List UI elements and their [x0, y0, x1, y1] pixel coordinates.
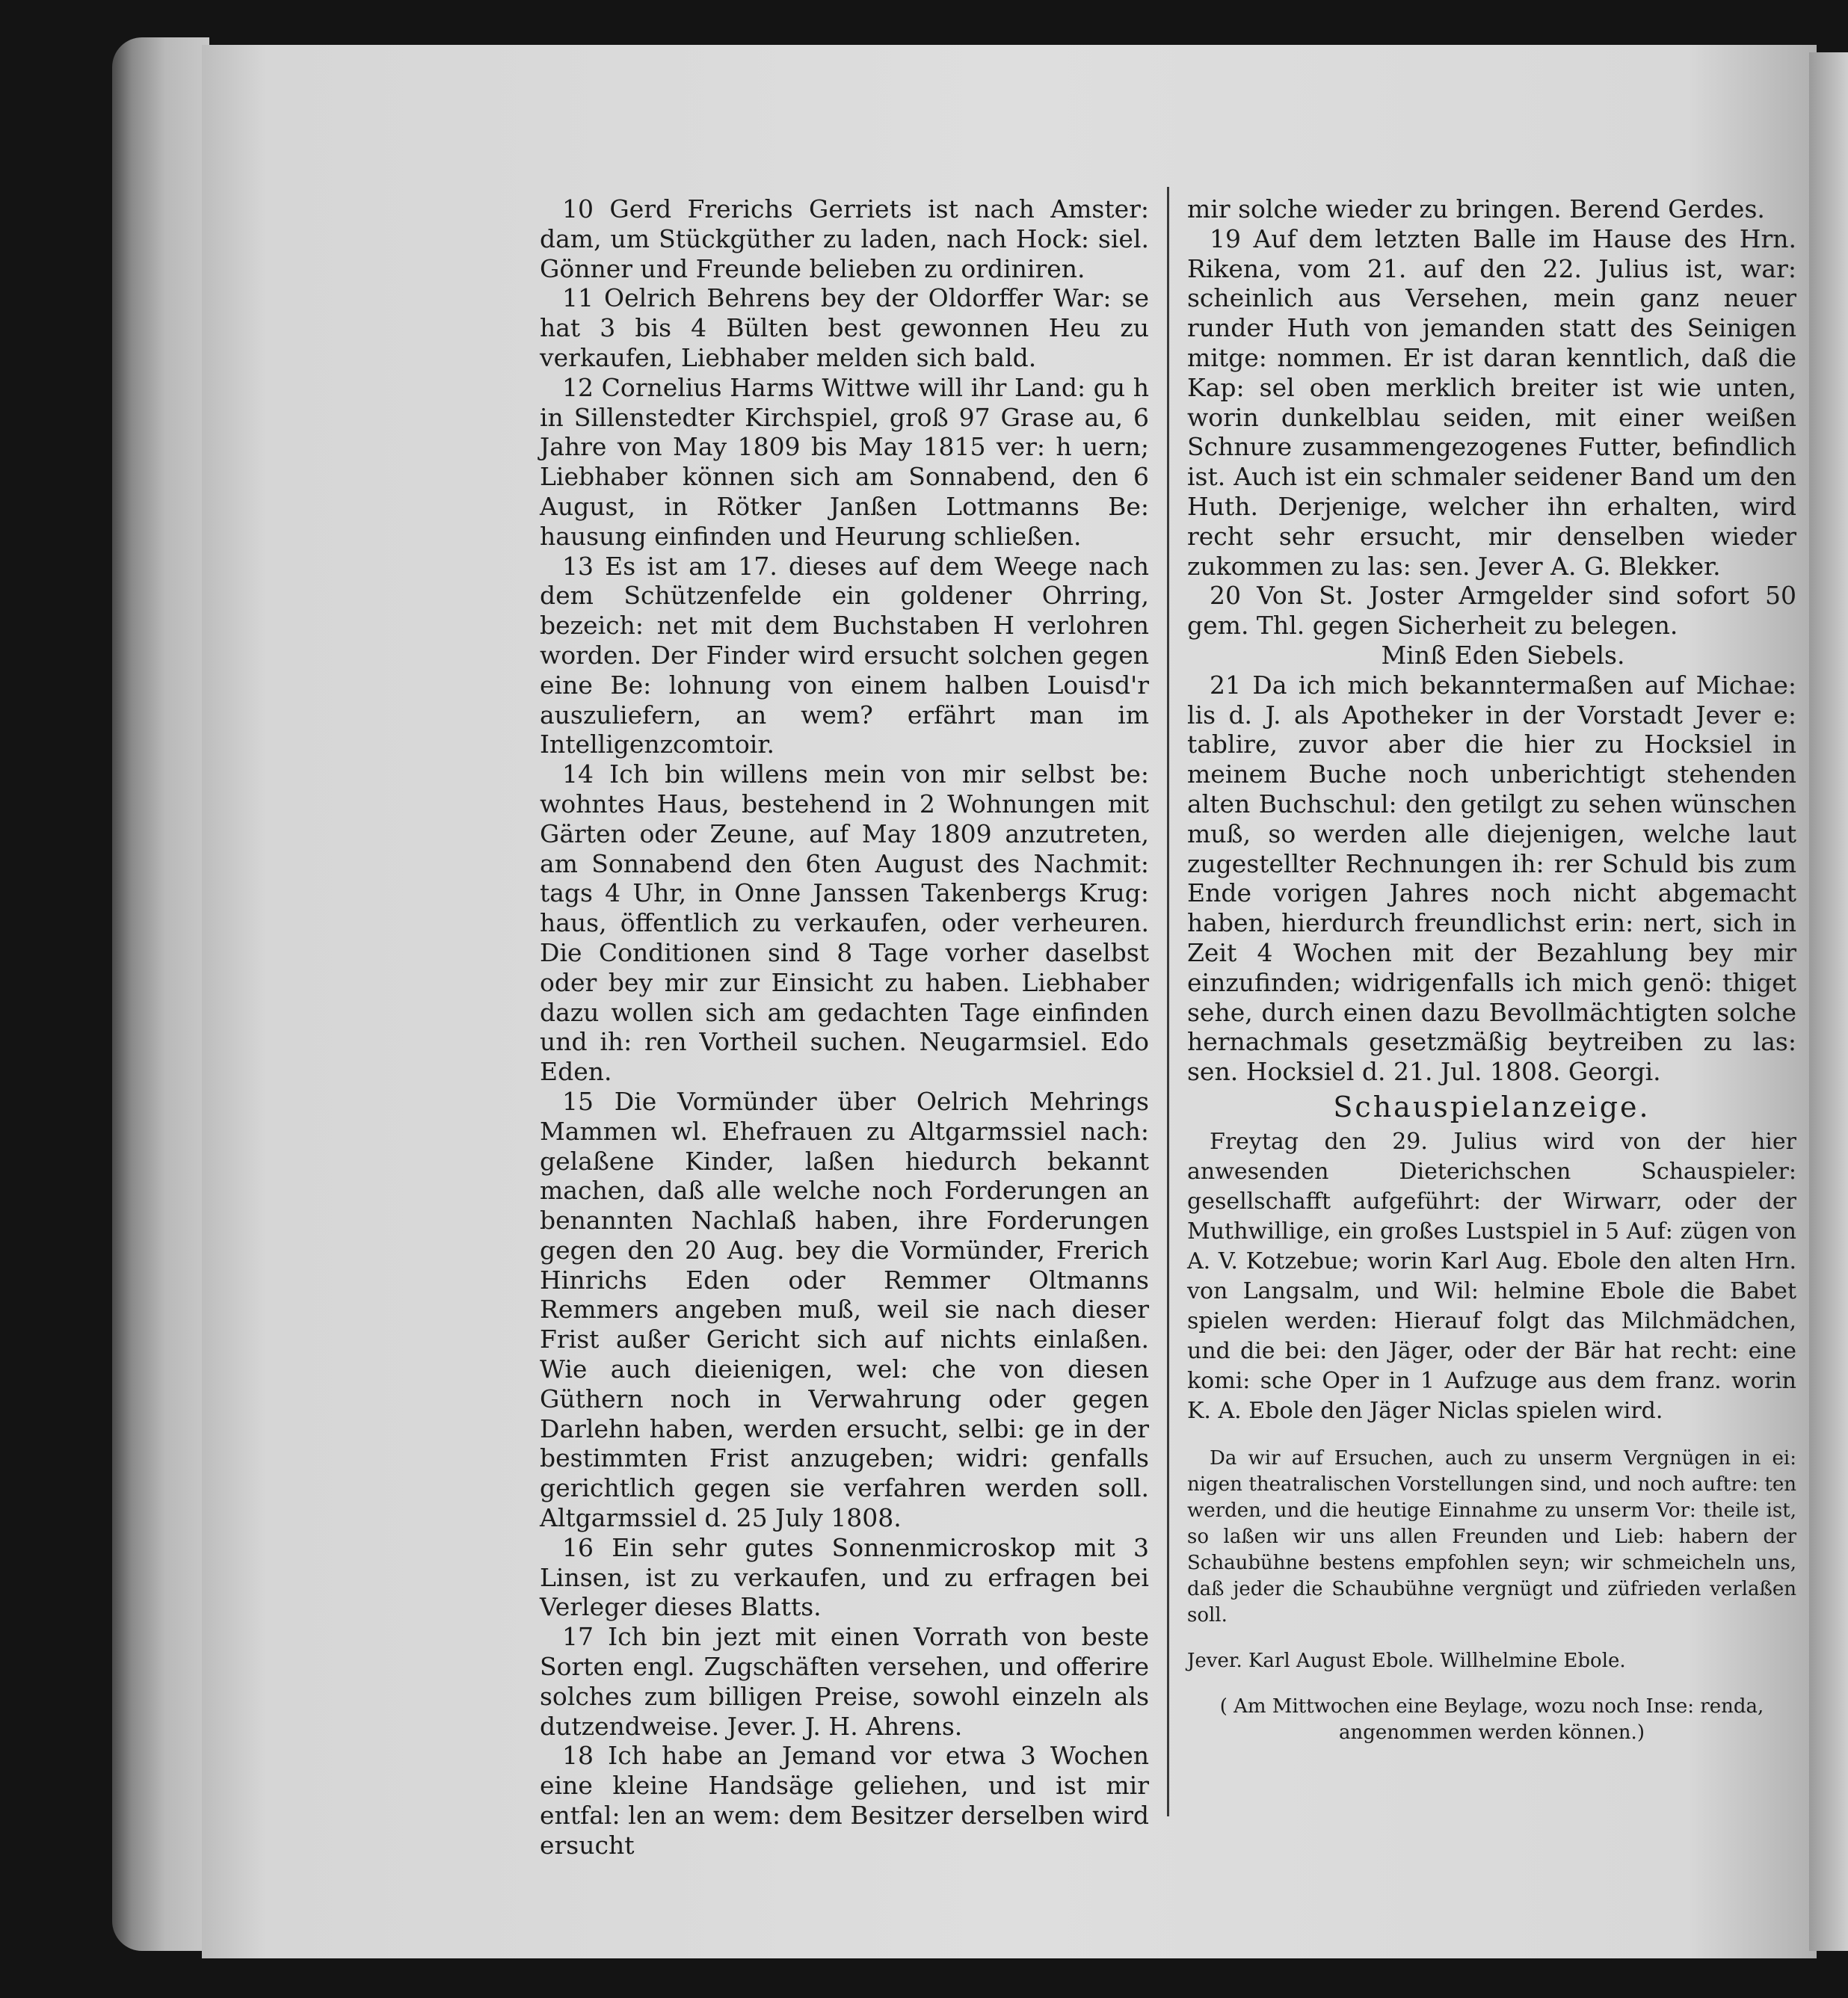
- theatre-signatories: Jever. Karl August Ebole. Willhelmine Ebole.: [1187, 1649, 1626, 1672]
- theatre-closing: Da wir auf Ersuchen, auch zu unserm Vergnügen in ei: nigen theatralischen Vorstellungen sind, und noch auftre: ten werden, und die heutige Einnahme zu unserm Vor: theile ist, so laßen wir uns allen Freunden und Lieb: habern der Schaubühne bestens empfohlen seyn; wir schmeicheln uns, daß jeder die Schaubühne vergnügt und züfrieden verlaßen soll.: [1187, 1446, 1796, 1627]
- notice-18: 18 Ich habe an Jemand vor etwa 3 Wochen eine kleine Handsäge geliehen, und ist mir entfal: len an wem: dem Besitzer derselben wird ersucht: [540, 1741, 1149, 1860]
- notice-14: 14 Ich bin willens mein von mir selbst be: wohntes Haus, bestehend in 2 Wohnungen mit Gärten oder Zeune, auf May 1809 anzutreten, am Sonnabend den 6ten August des Nachmit: tags 4 Uhr, in Onne Janssen Takenbergs Krug: haus, öffentlich zu verkaufen, oder verheuren. Die Conditionen sind 8 Tage vorher daselbst oder bey mir zur Einsicht zu haben. Liebhaber dazu wollen sich am gedachten Tage einfinden und ih: ren Vortheil suchen. Neugarmsiel. Edo Eden.: [540, 759, 1149, 1087]
- footnote: ( Am Mittwochen eine Beylage, wozu noch Inse: renda, angenommen werden können.): [1219, 1695, 1764, 1744]
- notice-20-signature: Minß Eden Siebels.: [1381, 640, 1625, 670]
- notice-19: 19 Auf dem letzten Balle im Hause des Hrn. Rikena, vom 21. auf den 22. Julius ist, war: scheinlich aus Versehen, mein ganz neuer runder Huth von jemanden statt des Seinigen mitge: nommen. Er ist daran kenntlich, daß die Kap: sel oben merklich breiter ist wie unten, worin dunkelblau seiden, mit einer weißen Schnure zusammengezogenes Futter, befindlich ist. Auch ist ein schmaler seidener Band um den Huth. Derjenige, welcher ihn erhalten, wird recht sehr ersucht, mir denselben wieder zukommen zu las: sen. Jever A. G. Blekker.: [1187, 223, 1796, 581]
- column-divider: [1167, 187, 1169, 1816]
- notice-20: 20 Von St. Joster Armgelder sind sofort 50 gem. Thl. gegen Sicherheit zu belegen.: [1187, 581, 1796, 641]
- right-column: [1187, 194, 1796, 1766]
- notice-16: 16 Ein sehr gutes Sonnenmicroskop mit 3 Linsen, ist zu verkaufen, und zu erfragen bei Verleger dieses Blatts.: [540, 1532, 1149, 1622]
- left-column: [540, 194, 1149, 1860]
- notice-15: 15 Die Vormünder über Oelrich Mehrings Mammen wl. Ehefrauen zu Altgarmssiel nach: gelaßene Kinder, laßen hiedurch bekannt machen, daß alle welche noch Forderungen an benannten Nachlaß haben, ihre Forderungen gegen den 20 Aug. bey die Vormünder, Frerich Hinrichs Eden oder Remmer Oltmanns Remmers angeben muß, weil sie nach dieser Frist außer Gericht sich auf nichts einlaßen. Wie auch dieienigen, wel: che von diesen Güthern noch in Verwahrung oder gegen Darlehn haben, werden ersucht, selbi: ge in der bestimmten Frist anzugeben; widri: genfalls gerichtlich gegen sie verfahren werden soll. Altgarmssiel d. 25 July 1808.: [540, 1086, 1149, 1533]
- section-heading: Schauspielanzeige.: [1333, 1090, 1651, 1123]
- theatre-notice: Freytag den 29. Julius wird von der hier anwesenden Dieterichschen Schauspieler: gesellschafft aufgeführt: der Wirwarr, oder der Muthwillige, ein großes Lustspiel in 5 Auf: zügen von A. V. Kotzebue; worin Karl Aug. Ebole den alten Hrn. von Langsalm, und Wil: helmine Ebole die Babet spielen werden: Hierauf folgt das Milchmädchen, und die bei: den Jäger, oder der Bär hat recht: eine komi: sche Oper in 1 Aufzuge aus dem franz. worin K. A. Ebole den Jäger Niclas spielen wird.: [1187, 1128, 1796, 1424]
- notice-13: 13 Es ist am 17. dieses auf dem Weege nach dem Schützenfelde ein goldener Ohrring, bezeich: net mit dem Buchstaben H verlohren worden. Der Finder wird ersucht solchen gegen eine Be: lohnung von einem halben Louisd'r auszuliefern, an wem? erfährt man im Intelligenzcomtoir.: [540, 551, 1149, 759]
- notice-18-continuation: mir solche wieder zu bringen. Berend Gerdes.: [1187, 194, 1765, 223]
- notice-17: 17 Ich bin jezt mit einen Vorrath von beste Sorten engl. Zugschäften versehen, und offerire solches zum billigen Preise, sowohl einzeln als dutzendweise. Jever. J. H. Ahrens.: [540, 1622, 1149, 1741]
- book-page-edges: [112, 37, 209, 1951]
- notice-21: 21 Da ich mich bekanntermaßen auf Michae: lis d. J. als Apotheker in der Vorstadt Jever e: tablire, zuvor aber die hier zu Hocksiel in meinem Buche noch unberichtigt stehenden alten Buchschul: den getilgt zu sehen wünschen muß, so werden alle diejenigen, welche laut zugestellter Rechnungen ih: rer Schuld bis zum Ende vorigen Jahres noch nicht abgemacht haben, hierdurch freundlichst erin: nert, sich in Zeit 4 Wochen mit der Bezahlung bey mir einzufinden; widrigenfalls ich mich genö: thiget sehe, durch einen dazu Bevollmächtigten solche hernachmals gesetzmäßig beytreiben zu las: sen. Hocksiel d. 21. Jul. 1808. Georgi.: [1187, 670, 1796, 1087]
- notice-10: 10 Gerd Frerichs Gerriets ist nach Amster: dam, um Stückgüther zu laden, nach Hock: siel. Gönner und Freunde belieben zu ordiniren.: [540, 194, 1149, 283]
- notice-11: 11 Oelrich Behrens bey der Oldorffer War: se hat 3 bis 4 Bülten best gewonnen Heu zu verkaufen, Liebhaber melden sich bald.: [540, 283, 1149, 372]
- facing-page-edge: [1809, 52, 1848, 1951]
- notice-12: 12 Cornelius Harms Wittwe will ihr Land: gu h in Sillenstedter Kirchspiel, groß 97 Grase au, 6 Jahre von May 1809 bis May 1815 ver: h uern; Liebhaber können sich am Sonnabend, den 6 August, in Rötker Janßen Lottmanns Be: hausung einfinden und Heurung schließen.: [540, 372, 1149, 551]
